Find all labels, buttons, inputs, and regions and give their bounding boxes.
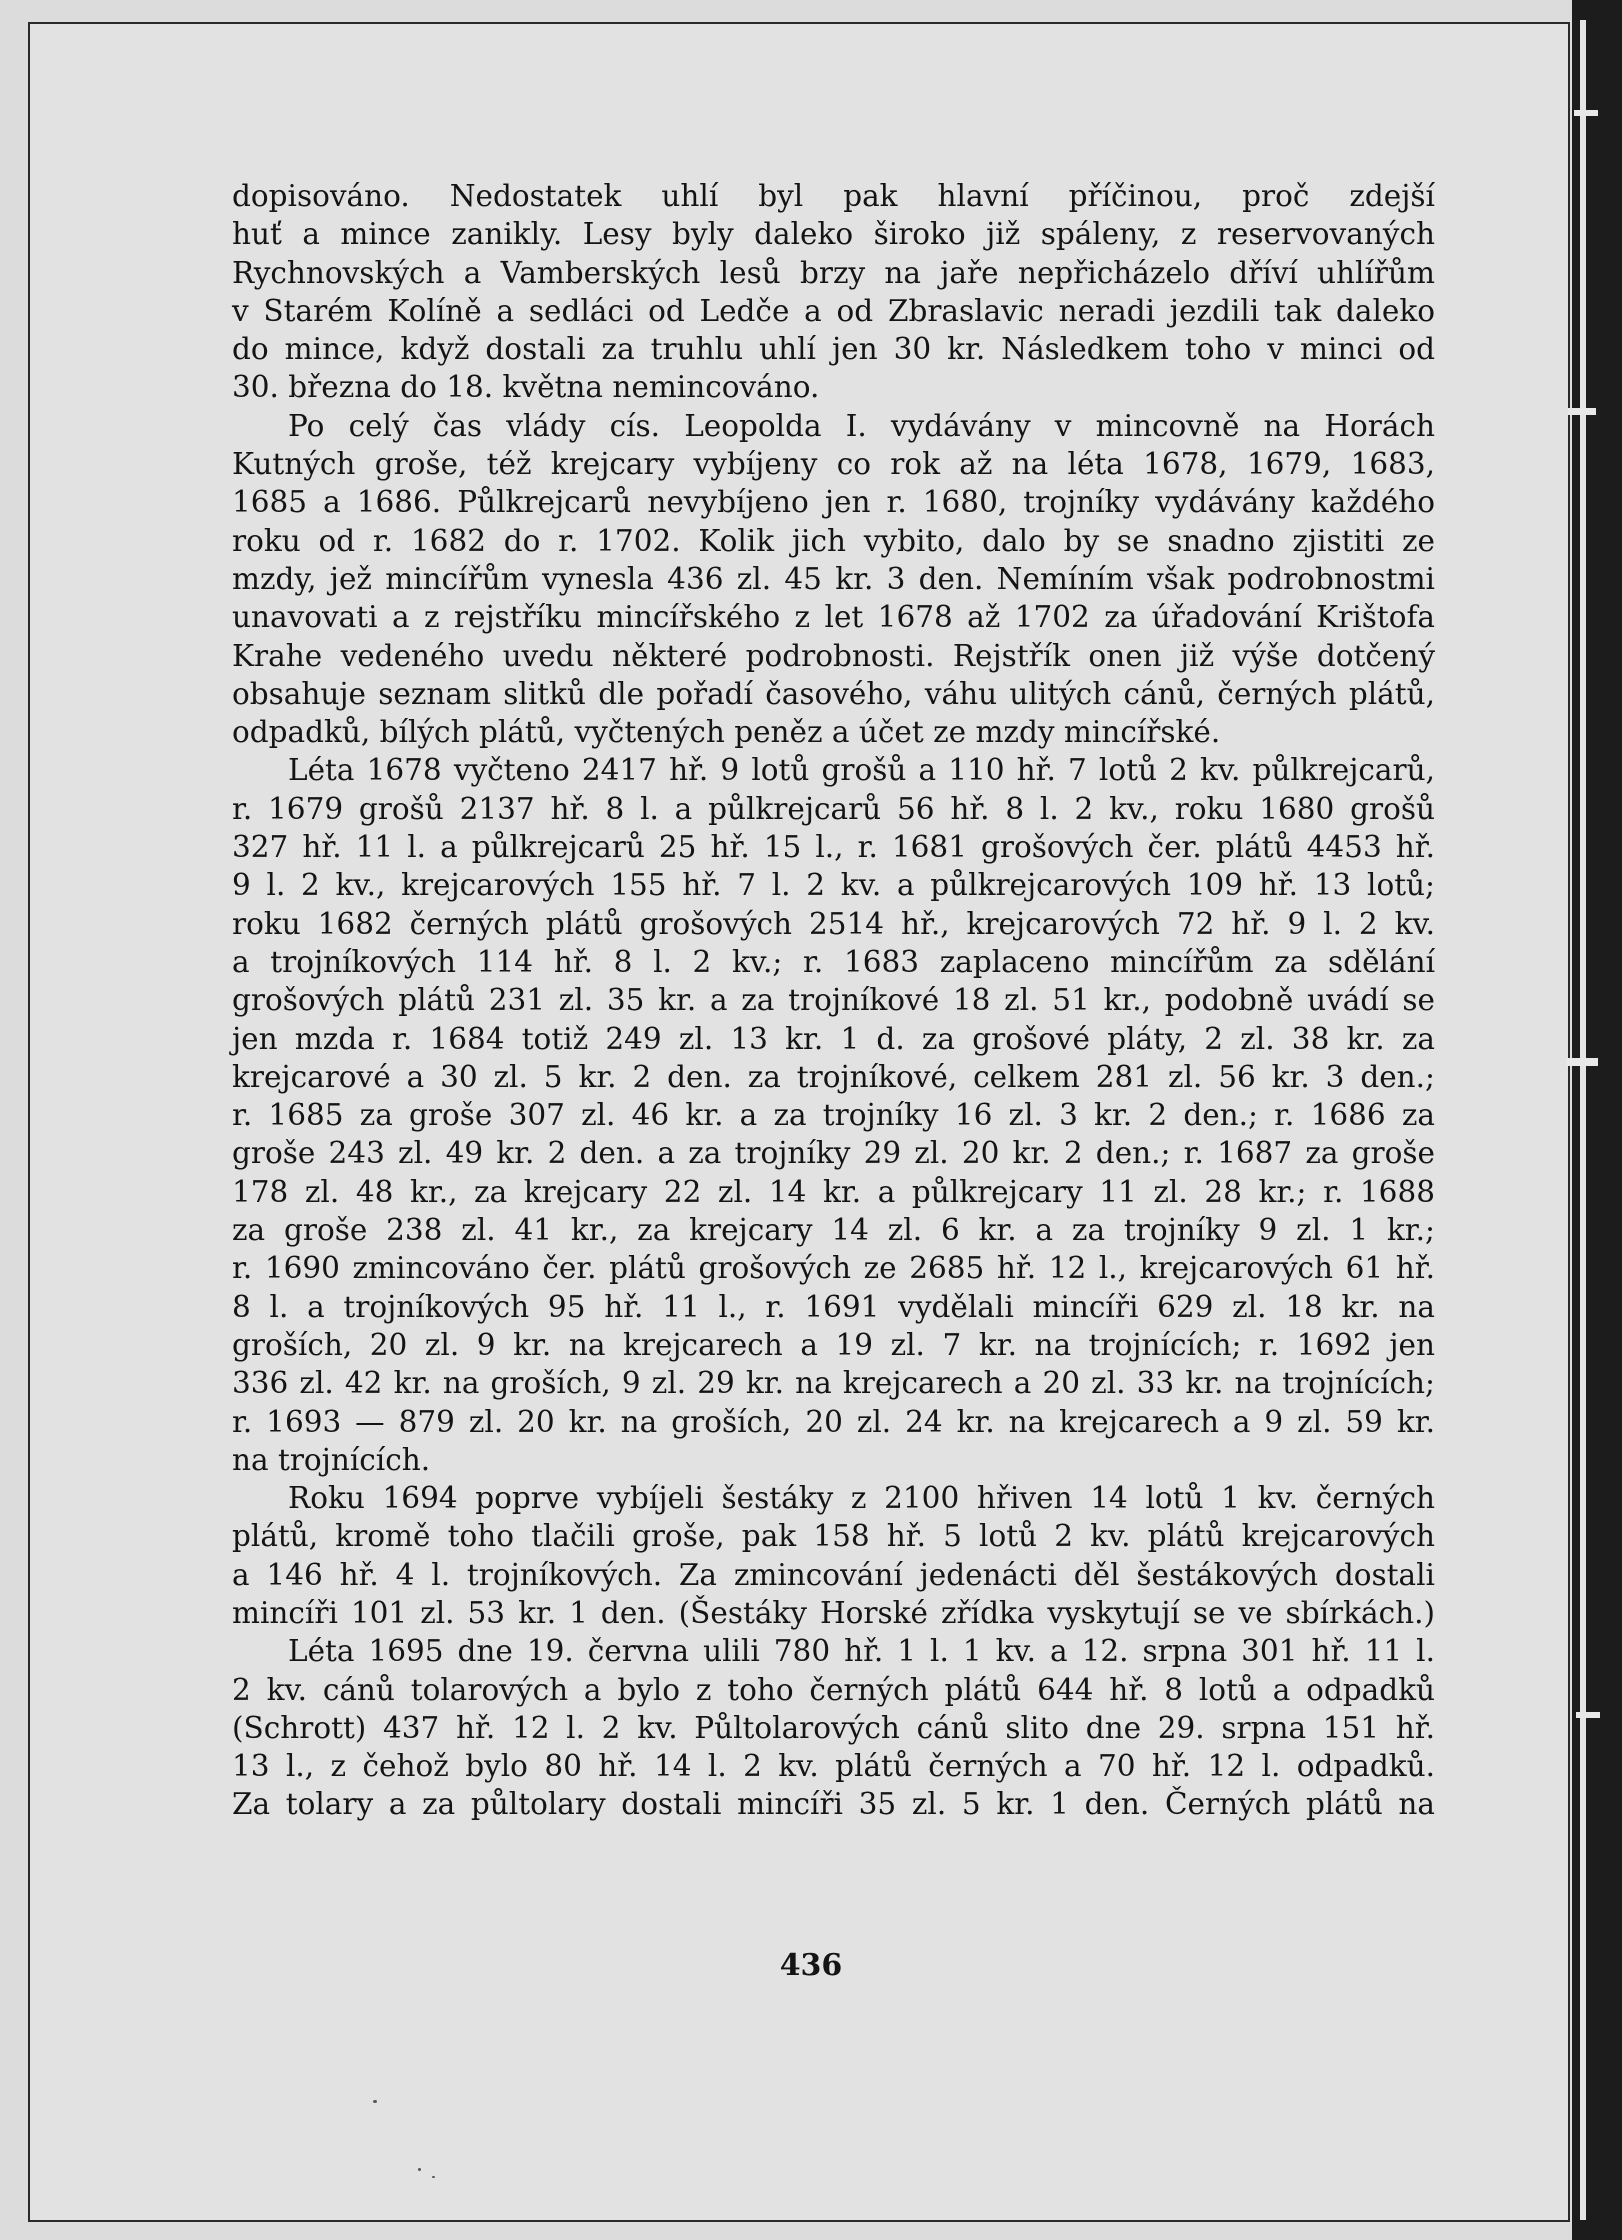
text-line: Roku 1694 poprve vybíjeli šestáky z 2100 hřiven 14 lotů 1 kv. černých [288, 1481, 1435, 1516]
text-line: dopisováno. Nedostatek uhlí byl pak hlavní příčinou, proč zdejší [232, 179, 1435, 213]
text-line: mzdy, jež mincířům vynesla 436 zl. 45 kr. 3 den. Nemíním však podrobnostmi [232, 561, 1435, 596]
text-line: 8 l. a trojníkových 95 hř. 11 l., r. 1691 vydělali mincíři 629 zl. 18 kr. na [232, 1289, 1435, 1324]
edge-mark [1568, 408, 1596, 415]
text-line: 30. března do 18. května nemincováno. [232, 370, 820, 405]
dust-speck [432, 2176, 435, 2178]
edge-mark [1576, 1712, 1600, 1718]
margin-strip [1580, 20, 1586, 2220]
text-line: Krahe vedeného uvedu některé podrobnosti. Rejstřík onen již výše dotčený [232, 638, 1435, 673]
text-line: r. 1693 — 879 zl. 20 kr. na groších, 20 zl. 24 kr. na krejcarech a 9 zl. 59 kr. [232, 1404, 1435, 1439]
text-line: roku od r. 1682 do r. 1702. Kolik jich vybito, dalo by se snadno zjistiti ze [232, 523, 1435, 558]
text-line: roku 1682 černých plátů grošových 2514 hř., krejcarových 72 hř. 9 l. 2 kv. [232, 906, 1435, 941]
text-line: Léta 1678 vyčteno 2417 hř. 9 lotů grošů a 110 hř. 7 lotů 2 kv. půlkrejcarů, [288, 753, 1435, 788]
text-line: za groše 238 zl. 41 kr., za krejcary 14 zl. 6 kr. a za trojníky 9 zl. 1 kr.; [232, 1213, 1435, 1248]
text-line: 1685 a 1686. Půlkrejcarů nevybíjeno jen r. 1680, trojníky vydávány každého [232, 485, 1435, 520]
text-line: plátů, kromě toho tlačili groše, pak 158 hř. 5 lotů 2 kv. plátů krejcarových [232, 1519, 1435, 1554]
text-line: r. 1679 grošů 2137 hř. 8 l. a půlkrejcarů 56 hř. 8 l. 2 kv., roku 1680 grošů [232, 791, 1435, 826]
text-line: 2 kv. cánů tolarových a bylo z toho černých plátů 644 hř. 8 lotů a odpadků [232, 1672, 1435, 1707]
text-line: a trojníkových 114 hř. 8 l. 2 kv.; r. 1683 zaplaceno mincířům za sdělání [232, 944, 1435, 979]
text-line: 9 l. 2 kv., krejcarových 155 hř. 7 l. 2 kv. a půlkrejcarových 109 hř. 13 lotů; [232, 868, 1435, 903]
text-line: Léta 1695 dne 19. června ulili 780 hř. 1 l. 1 kv. a 12. srpna 301 hř. 11 l. [288, 1634, 1435, 1669]
text-line: r. 1685 za groše 307 zl. 46 kr. a za trojníky 16 zl. 3 kr. 2 den.; r. 1686 za [232, 1098, 1435, 1133]
text-line: Za tolary a za půltolary dostali mincíři 35 zl. 5 kr. 1 den. Černých plátů na [232, 1787, 1435, 1822]
text-line: na trojnících. [232, 1442, 431, 1477]
text-line: Po celý čas vlády cís. Leopolda I. vydávány v mincovně na Horách [288, 408, 1435, 443]
text-line: mincíři 101 zl. 53 kr. 1 den. (Šestáky Horské zřídka vyskytují se ve sbírkách.) [232, 1595, 1435, 1630]
text-line: 178 zl. 48 kr., za krejcary 22 zl. 14 kr. a půlkrejcary 11 zl. 28 kr.; r. 1688 [232, 1174, 1435, 1209]
text-line: obsahuje seznam slitků dle pořadí časového, váhu ulitých cánů, černých plátů, [232, 676, 1435, 711]
text-line: v Starém Kolíně a sedláci od Ledče a od Zbraslavic neradi jezdili tak daleko [232, 293, 1435, 328]
text-line: r. 1690 zmincováno čer. plátů grošových ze 2685 hř. 12 l., krejcarových 61 hř. [232, 1251, 1435, 1286]
text-line: unavovati a z rejstříku mincířského z let 1678 až 1702 za úřadování Krištofa [232, 600, 1435, 635]
dust-speck [418, 2168, 421, 2171]
text-line: do mince, když dostali za truhlu uhlí jen 30 kr. Následkem toho v minci od [232, 332, 1435, 367]
edge-mark [1574, 110, 1598, 116]
text-line: groších, 20 zl. 9 kr. na krejcarech a 19 zl. 7 kr. na trojnících; r. 1692 jen [232, 1327, 1435, 1362]
text-line: groše 243 zl. 49 kr. 2 den. a za trojníky 29 zl. 20 kr. 2 den.; r. 1687 za groše [232, 1136, 1435, 1171]
text-line: 327 hř. 11 l. a půlkrejcarů 25 hř. 15 l., r. 1681 grošových čer. plátů 4453 hř. [232, 830, 1435, 865]
body-text [232, 177, 1435, 1824]
text-line: a 146 hř. 4 l. trojníkových. Za zmincování jedenácti děl šestákových dostali [232, 1557, 1435, 1592]
text-line: krejcarové a 30 zl. 5 kr. 2 den. za trojníkové, celkem 281 zl. 56 kr. 3 den.; [232, 1059, 1435, 1094]
text-line: (Schrott) 437 hř. 12 l. 2 kv. Půltolarových cánů slito dne 29. srpna 151 hř. [232, 1710, 1435, 1745]
text-line: huť a mince zanikly. Lesy byly daleko široko již spáleny, z reservovaných [232, 217, 1435, 252]
edge-mark [1566, 1058, 1598, 1066]
dust-speck [373, 2100, 377, 2103]
page-number: 436 [779, 1948, 843, 1983]
text-line: odpadků, bílých plátů, vyčtených peněz a účet ze mzdy mincířské. [232, 715, 1221, 750]
text-line: jen mzda r. 1684 totiž 249 zl. 13 kr. 1 d. za grošové pláty, 2 zl. 38 kr. za [232, 1021, 1435, 1056]
text-line: Rychnovských a Vamberských lesů brzy na jaře nepřicházelo dříví uhlířům [232, 255, 1435, 290]
text-line: 336 zl. 42 kr. na groších, 9 zl. 29 kr. na krejcarech a 20 zl. 33 kr. na trojnících; [232, 1366, 1435, 1401]
text-line: Kutných groše, též krejcary vybíjeny co rok až na léta 1678, 1679, 1683, [232, 447, 1435, 482]
text-line: grošových plátů 231 zl. 35 kr. a za trojníkové 18 zl. 51 kr., podobně uvádí se [232, 983, 1435, 1018]
text-line: 13 l., z čehož bylo 80 hř. 14 l. 2 kv. plátů černých a 70 hř. 12 l. odpadků. [232, 1749, 1435, 1784]
